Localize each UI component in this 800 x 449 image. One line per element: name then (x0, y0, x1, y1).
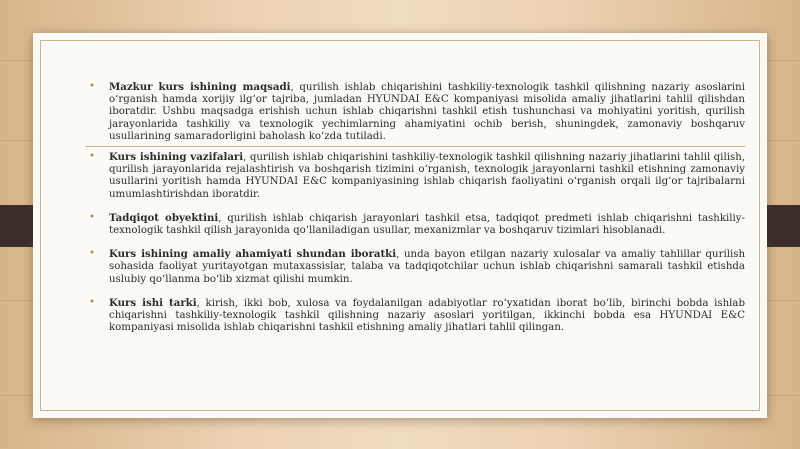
paragraph-text: , qurilish ishlab chiqarishini tashkiliy-texnologik tashkil qilishning nazariy jihatlarini tahlil qilish, qurilish jarayonlarida rejalashtirish va boshqarish tizimini o‘rganish, texnologik jarayonlarni tashkil etishning zamonaviy usullarini yoritish hamda HYUNDAI E&C kompaniyasining ishlab chiqarish faoliyatini o‘rganish orqali ilg‘or tajribalarni umumlashtirishdan iboratdir. (109, 152, 745, 200)
paragraph-amaliy-ahamiyati (85, 248, 745, 286)
slide-card (33, 33, 767, 418)
paragraph-tarki (85, 297, 745, 335)
paragraph-vazifalari (85, 151, 745, 201)
paragraph-text: , unda bayon etilgan nazariy xulosalar va amaliy tahlillar qurilish sohasida faoliyat yuritayotgan mutaxassislar, talaba va tadqiqotchilar uchun ishlab chiqarishni samarali tashkil etishda uslubiy qo‘llanma bo‘lib xizmat qilishi mumkin. (109, 249, 746, 285)
bullet-icon: • (89, 296, 95, 308)
paragraph-lead: Mazkur kurs ishining maqsadi (109, 81, 291, 93)
bullet-icon: • (89, 211, 95, 223)
paragraph-lead: Kurs ishining amaliy ahamiyati shundan iboratki (109, 248, 397, 261)
paragraph-text: , kirish, ikki bob, xulosa va foydalanilgan adabiyotlar ro‘yxatidan iborat bo‘lib, birinchi bobda ishlab chiqarishni tashkiliy-texnologik tashkil qilishning nazariy asoslari yoritilgan, ikkinchi bobda esa HYUNDAI E&C kompaniyasi misolida ishlab chiqarishni tashkil etishning amaliy jihatlari tahlil qilingan. (109, 297, 746, 334)
paragraph-lead: Kurs ishi tarki (109, 296, 197, 309)
paragraph-maqsadi (85, 81, 745, 147)
paragraph-text: , qurilish ishlab chiqarish jarayonlari tashkil etsa, tadqiqot predmeti ishlab chiqarishni tashkiliy-texnologik tashkil qilish jarayonida qo‘llaniladigan usullar, mexanizmlar va boshqaruv tizimlari hisoblanadi. (109, 212, 745, 237)
bullet-icon: • (89, 151, 95, 163)
paragraph-lead: Kurs ishining vazifalari (109, 151, 244, 164)
paragraph-obyekti (85, 212, 745, 237)
paragraph-text: , qurilish ishlab chiqarishini tashkiliy-texnologik tashkil qilishning nazariy asoslarini o‘rganish hamda xorijiy ilg‘or tajriba, jumladan HYUNDAI E&C kompaniyasi misolida amaliy jihatlarini tahlil qilishdan iboratdir. Ushbu maqsadga erishish uchun ishlab chiqarishni tashkil etish tushunchasi va mohiyatini yoritish, qurilish jarayonlarida tashkiliy va texnologik yechimlarning ahamiyatini ochib berish, shuningdek, zamonaviy boshqaruv usullarining samaradorligini baholash ko‘zda tutiladi. (109, 82, 745, 142)
bullet-icon: • (89, 81, 95, 92)
paragraph-lead: Tadqiqot obyektini (109, 211, 219, 224)
slide-content (85, 81, 745, 345)
bullet-icon: • (89, 248, 95, 260)
